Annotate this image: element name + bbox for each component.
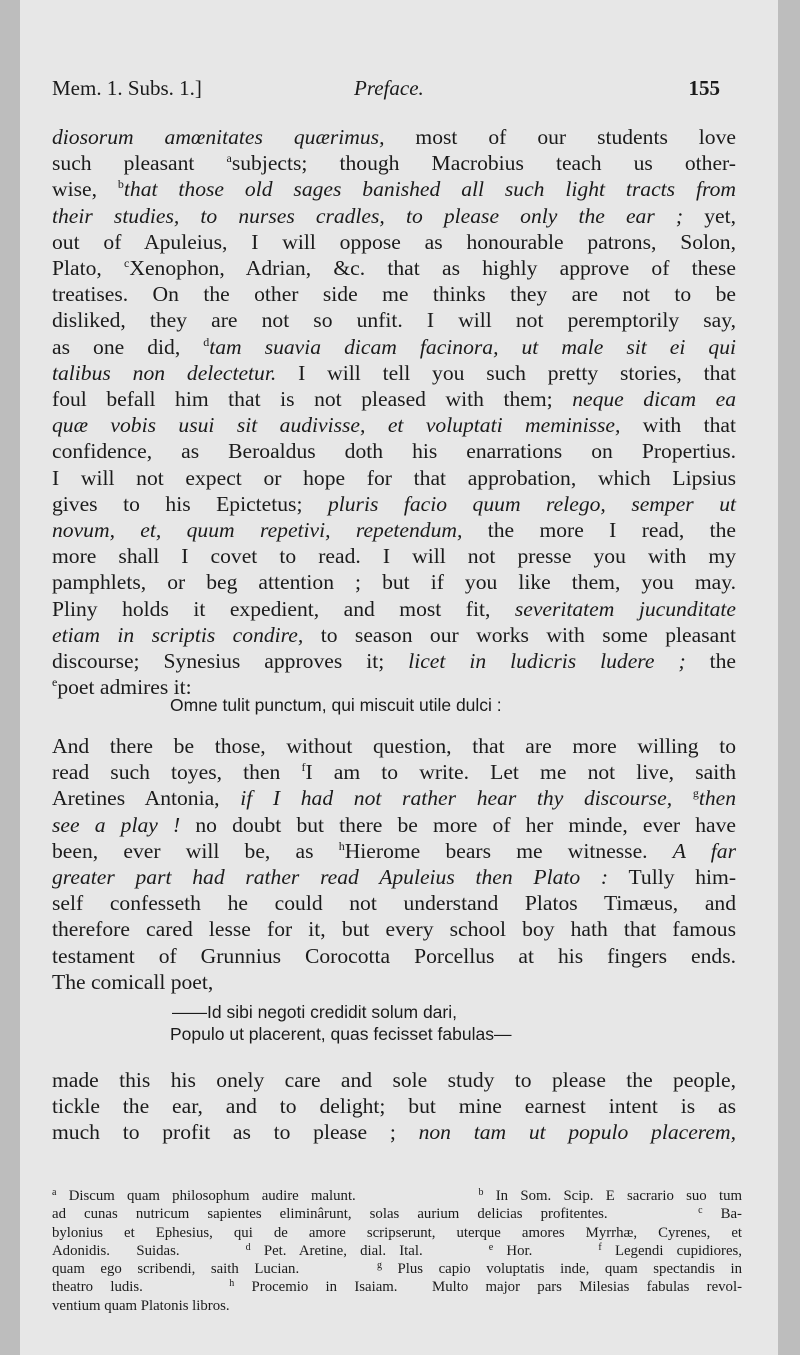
paragraph1-line [52, 596, 736, 622]
italic-text: see a play ! [52, 812, 181, 837]
footnotes-line [52, 1260, 742, 1278]
verse-line-1: ——Id sibi negoti credidit solum dari, [172, 1002, 457, 1022]
text-run: In Som. Scip. E sacrario suo tum [483, 1188, 742, 1204]
paragraph3-line [52, 1119, 736, 1145]
text-run: poet admires it: [57, 675, 192, 700]
italic-text: talibus non delectetur. [52, 360, 277, 385]
text-run: Discum quam philosophum audire malunt. [56, 1188, 479, 1204]
italic-text: then [698, 786, 737, 811]
text-run: Hor. [493, 1242, 599, 1259]
italic-text: etiam in scriptis condire, [52, 622, 304, 647]
italic-text: pluris facio quum relego, semper ut [327, 491, 736, 516]
paragraph2-line [52, 812, 736, 838]
text-run: made this his onely care and sole study to please the people, [52, 1068, 736, 1092]
text-run: Tully him- [608, 865, 737, 890]
paragraph1-line [52, 465, 736, 491]
text-run: Procemio in Isaiam. Multo major pars Milesias fabulas revol- [234, 1279, 742, 1296]
paragraph1-line [52, 360, 736, 386]
paragraph2-line [52, 890, 736, 916]
text-run: ventium quam Platonis libros. [52, 1297, 230, 1314]
page-number: 155 [688, 76, 720, 100]
footnotes-line [52, 1205, 742, 1223]
paragraph1-line [52, 334, 736, 360]
paragraph3-line [52, 1067, 736, 1093]
paragraph2-line [52, 838, 736, 864]
text-run: I am to write. Let me not live, saith [305, 760, 736, 785]
text-run [672, 786, 693, 810]
text-run: therefore cared lesse for it, but every school boy hath that famous [52, 917, 736, 942]
text-run: quam ego scribendi, saith Lucian. [52, 1261, 377, 1278]
text-run: bylonius et Ephesius, qui de amore scripserunt, uterque amores Myrrhæ, Cyrenes, et [52, 1224, 742, 1241]
paragraph1-line [52, 255, 736, 281]
text-run: Hierome bears me witnesse. [344, 838, 673, 863]
footnote-marker: d [203, 334, 210, 349]
text-run: testament of Grunnius Corocotta Porcellus at his fingers ends. [52, 943, 736, 968]
text-run: foul befall him that is not pleased with them; [52, 387, 573, 412]
paragraph2-line [52, 759, 736, 785]
italic-text: licet in ludicris ludere ; [408, 649, 686, 674]
italic-text: if I had not rather hear thy discourse, [240, 786, 673, 811]
footnote-marker: e [488, 1241, 494, 1253]
footnote-marker: a [226, 151, 232, 166]
footnote-marker: c [698, 1205, 703, 1217]
text-run: Xenophon, Adrian, &c. that as highly approve of these [129, 256, 737, 281]
paragraph1-line [52, 124, 736, 150]
footnote-marker: b [117, 177, 124, 192]
text-run: I will not expect or hope for that approbation, which Lipsius [52, 465, 736, 490]
footnotes [52, 1187, 742, 1315]
paragraph2-line [52, 969, 736, 995]
footnote-marker: g [692, 786, 699, 801]
italic-text: A far [672, 838, 736, 863]
text-run: I will tell you such pretty stories, that [276, 360, 736, 385]
text-run: such pleasant [52, 151, 227, 176]
footnote-marker: f [301, 760, 306, 775]
quotation-verse [170, 1001, 511, 1045]
paragraph2-line [52, 916, 736, 942]
paragraph1-line [52, 491, 736, 517]
text-run: subjects; though Macrobius teach us other- [231, 151, 736, 176]
text-run: tickle the ear, and to delight; but mine earnest intent is as [52, 1094, 736, 1119]
text-run: most of our students love [384, 125, 736, 149]
paragraph2-line [52, 785, 736, 811]
text-run: treatises. On the other side me thinks they are not to be [52, 282, 736, 307]
paragraph1-line [52, 176, 736, 202]
text-run: with that [620, 413, 736, 438]
text-run: The comicall poet, [52, 969, 214, 994]
footnotes-line [52, 1242, 742, 1260]
text-run: to season our works with some pleasant [303, 622, 736, 647]
paragraph1-line [52, 517, 736, 543]
paragraph3-line [52, 1093, 736, 1119]
footnote-marker: h [229, 1278, 235, 1290]
text-run: Plus capio voluptatis inde, quam spectandis in [381, 1261, 742, 1278]
paragraph-1 [52, 124, 736, 700]
italic-text: greater part had rather read Apuleius then Plato : [52, 865, 609, 890]
text-run: no doubt but there be more of her minde, ever have [180, 812, 737, 837]
running-header [52, 76, 720, 106]
book-page [20, 0, 778, 1355]
paragraph2-line [52, 733, 736, 759]
paragraph1-line [52, 622, 736, 648]
text-run: Legendi cupidiores, [601, 1242, 742, 1259]
text-run: the more I read, the [462, 518, 736, 543]
text-run: Pet. Aretine, dial. Ital. [250, 1242, 489, 1259]
paragraph1-line [52, 229, 736, 255]
footnote-marker: d [245, 1241, 251, 1253]
paragraph1-line [52, 412, 736, 438]
running-title: Preface. [354, 76, 424, 100]
text-run: read such toyes, then [52, 760, 302, 785]
text-run: self confesseth he could not understand Platos Timæus, and [52, 891, 736, 916]
italic-text: severitatem jucunditate [514, 596, 736, 621]
footnote-marker: a [52, 1187, 57, 1198]
text-run: discourse; Synesius approves it; [52, 649, 409, 674]
footnote-marker: h [338, 838, 345, 853]
paragraph2-line [52, 943, 736, 969]
paragraph1-line [52, 438, 736, 464]
text-run: as one did, [52, 334, 204, 359]
footnote-marker: b [478, 1187, 484, 1198]
section-reference: Mem. 1. Subs. 1.] [52, 76, 202, 100]
footnotes-line [52, 1224, 742, 1242]
text-run: And there be those, without question, that are more willing to [52, 734, 736, 758]
paragraph1-line [52, 543, 736, 569]
text-run: disliked, they are not so unfit. I will not peremptorily say, [52, 308, 736, 333]
italic-text: tam suavia dicam facinora, ut male sit ei qui [209, 334, 736, 359]
text-run: ad cunas nutricum sapientes eliminârunt, solas aurium delicias profitentes. [52, 1206, 699, 1223]
italic-text: diosorum amœnitates quærimus, [52, 125, 385, 149]
paragraph1-line [52, 648, 736, 674]
text-run: yet, [683, 203, 736, 228]
footnote-marker: e [52, 675, 58, 690]
paragraph1-line [52, 307, 736, 333]
italic-text: that those old sages banished all such light tracts from [123, 177, 736, 202]
paragraph1-line [52, 281, 736, 307]
quotation-horace: Omne tulit punctum, qui miscuit utile dulci : [170, 695, 502, 715]
text-run: out of Apuleius, I will oppose as honourable patrons, Solon, [52, 229, 736, 254]
text-run: wise, [52, 177, 118, 202]
paragraph-2 [52, 733, 736, 995]
paragraph1-line [52, 569, 736, 595]
paragraph1-line [52, 203, 736, 229]
text-run: Pliny holds it expedient, and most fit, [52, 596, 515, 621]
paragraph2-line [52, 864, 736, 890]
italic-text: novum, et, quum repetivi, repetendum, [52, 518, 463, 543]
footnotes-line [52, 1187, 742, 1205]
footnotes-line [52, 1278, 742, 1296]
verse-line-2: Populo ut placerent, quas fecisset fabulas— [170, 1024, 512, 1044]
text-run: the [685, 649, 736, 674]
text-run: Plato, [52, 256, 125, 281]
text-run: been, ever will be, as [52, 838, 339, 863]
text-run: Ba- [702, 1206, 742, 1223]
text-run: much to profit as to please ; [52, 1120, 419, 1145]
text-run: gives to his Epictetus; [52, 491, 328, 516]
text-run: pamphlets, or beg attention ; but if you like them, you may. [52, 570, 736, 595]
text-run: Aretines Antonia, [52, 786, 241, 811]
italic-text: quæ vobis usui sit audivisse, et voluptati meminisse, [52, 413, 621, 438]
italic-text: neque dicam ea [572, 387, 737, 412]
text-run: Adonidis. Suidas. [52, 1242, 246, 1259]
footnote-marker: f [598, 1241, 602, 1253]
paragraph-3 [52, 1067, 736, 1146]
italic-text: non tam ut populo placerem, [418, 1120, 736, 1145]
paragraph1-line [52, 150, 736, 176]
italic-text: their studies, to nurses cradles, to please only the ear ; [52, 203, 684, 228]
footnotes-line [52, 1297, 742, 1315]
paragraph1-line [52, 386, 736, 412]
footnote-marker: g [376, 1260, 382, 1272]
footnote-marker: c [124, 256, 130, 271]
text-run: more shall I covet to read. I will not presse you with my [52, 544, 736, 569]
text-run: confidence, as Beroaldus doth his enarrations on Propertius. [52, 439, 736, 464]
text-run: theatro ludis. [52, 1279, 230, 1296]
